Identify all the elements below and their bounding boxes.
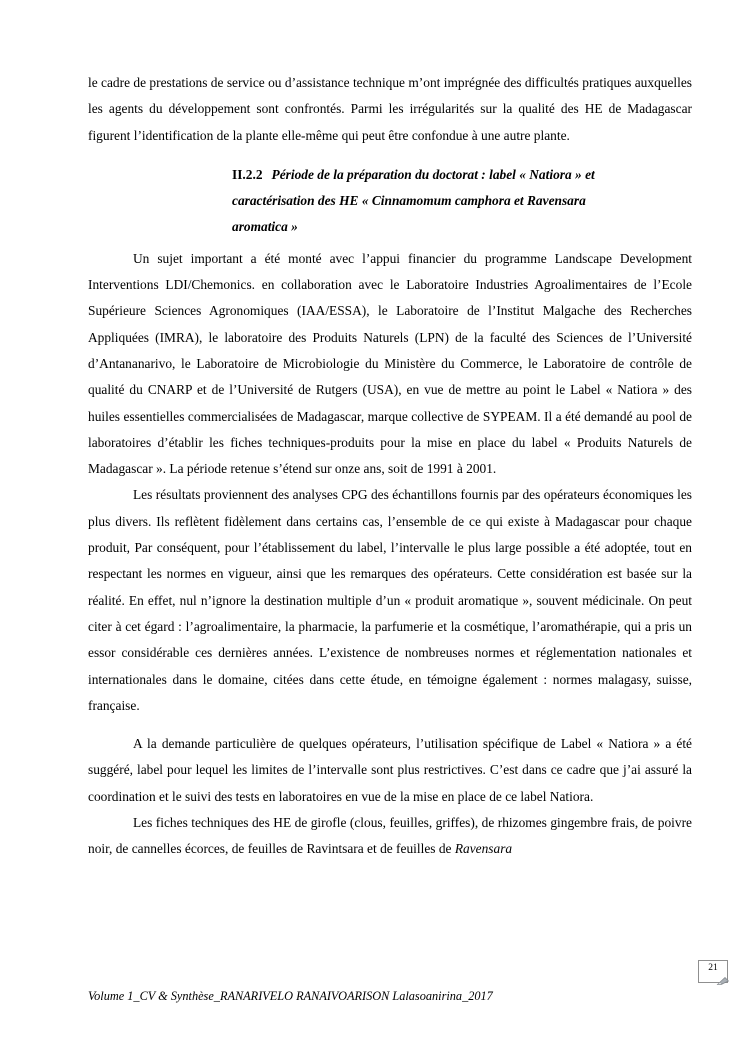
page-content (88, 70, 692, 863)
paragraph-resultats-cpg: Les résultats proviennent des analyses CPG des échantillons fournis par des opérateurs économiques les plus divers. Ils reflètent fidèlement dans certains cas, l’ensemble de ce qui existe à Madagascar pour chaque produit, Par conséquent, pour l’établissement du label, l’intervalle le plus large possible a été adoptée, tout en respectant les normes en vigueur, ainsi que les remarques des opérateurs. Cette considération est basée sur la réalité. En effet, nul n’ignore la destination multiple d’un « produit aromatique », souvent médicinale. On peut citer à cet égard : l’agroalimentaire, la pharmacie, la parfumerie et la cosmétique, l’aromathérapie, qui a pris un essor considérable ces dernières années. L’existence de nombreuses normes et réglementation nationales et internationales dans le domaine, citées dans cette étude, en témoigne également : normes malagasy, suisse, française. (88, 487, 692, 713)
species-name-italic: Ravensara (454, 841, 513, 857)
section-number: II.2.2 (232, 166, 263, 182)
paragraph-demande-operateurs: A la demande particulière de quelques opérateurs, l’utilisation spécifique de Label « Natiora » a été suggéré, label pour lequel les limites de l’intervalle sont plus restrictives. C’est dans ce cadre que j’ai assuré la coordination et le suivi des tests en laboratoires en vue de la mise en place de ce label Natiora. (88, 736, 692, 804)
footer-text: Volume 1_CV & Synthèse_RANARIVELO RANAIVOARISON Lalasoanirina_2017 (88, 989, 493, 1003)
paragraph-fiches-text: Les fiches techniques des HE de girofle (clous, feuilles, griffes), de rhizomes gingembre frais, de poivre noir, de cannelles écorces, de feuilles de Ravintsara et de feuilles de (88, 815, 692, 857)
section-heading-line: aromatica » (232, 219, 298, 235)
page-corner-icon (716, 974, 730, 986)
section-heading (232, 162, 692, 241)
paragraph-label-natiora-project: Un sujet important a été monté avec l’appui financier du programme Landscape Development Interventions LDI/Chemonics. en collaboration avec le Laboratoire Industries Agroalimentaires de l’Ecole Supérieure Sciences Agronomiques (IAA/ESSA), le Laboratoire de l’Institut Malgache des Recherches Appliquées (IMRA), le laboratoire des Produits Naturels (LPN) de la faculté des Sciences de l’Université d’Antananarivo, le Laboratoire de Microbiologie du Ministère du Commerce, le Laboratoire de contrôle de qualité du CNARP et de l’Université de Rutgers (USA), en vue de mettre au point le Label « Natiora » des huiles essentielles commercialisées de Madagascar, marque collective de SYPEAM. Il a été demandé au pool de laboratoires d’établir les fiches techniques-produits pour la mise en place du label « Produits Naturels de Madagascar ». La période retenue s’étend sur onze ans, soit de 1991 à 2001. (88, 250, 692, 477)
section-heading-line (232, 162, 692, 188)
page-number-box (698, 960, 728, 983)
section-heading-text: Période de la préparation du doctorat : label « Natiora » et (271, 166, 595, 182)
section-heading-line: caractérisation des HE « Cinnamomum camphora et Ravensara (232, 193, 586, 209)
page-number: 21 (708, 963, 718, 973)
paragraph-fiches-techniques (88, 810, 692, 863)
paragraph-intro-continuation: le cadre de prestations de service ou d’assistance technique m’ont imprégnée des difficultés pratiques auxquelles les agents du développement sont confrontés. Parmi les irrégularités sur la qualité des HE de Madagascar figurent l’identification de la plante elle-même qui peut être confondue à une autre plante. (88, 75, 692, 143)
